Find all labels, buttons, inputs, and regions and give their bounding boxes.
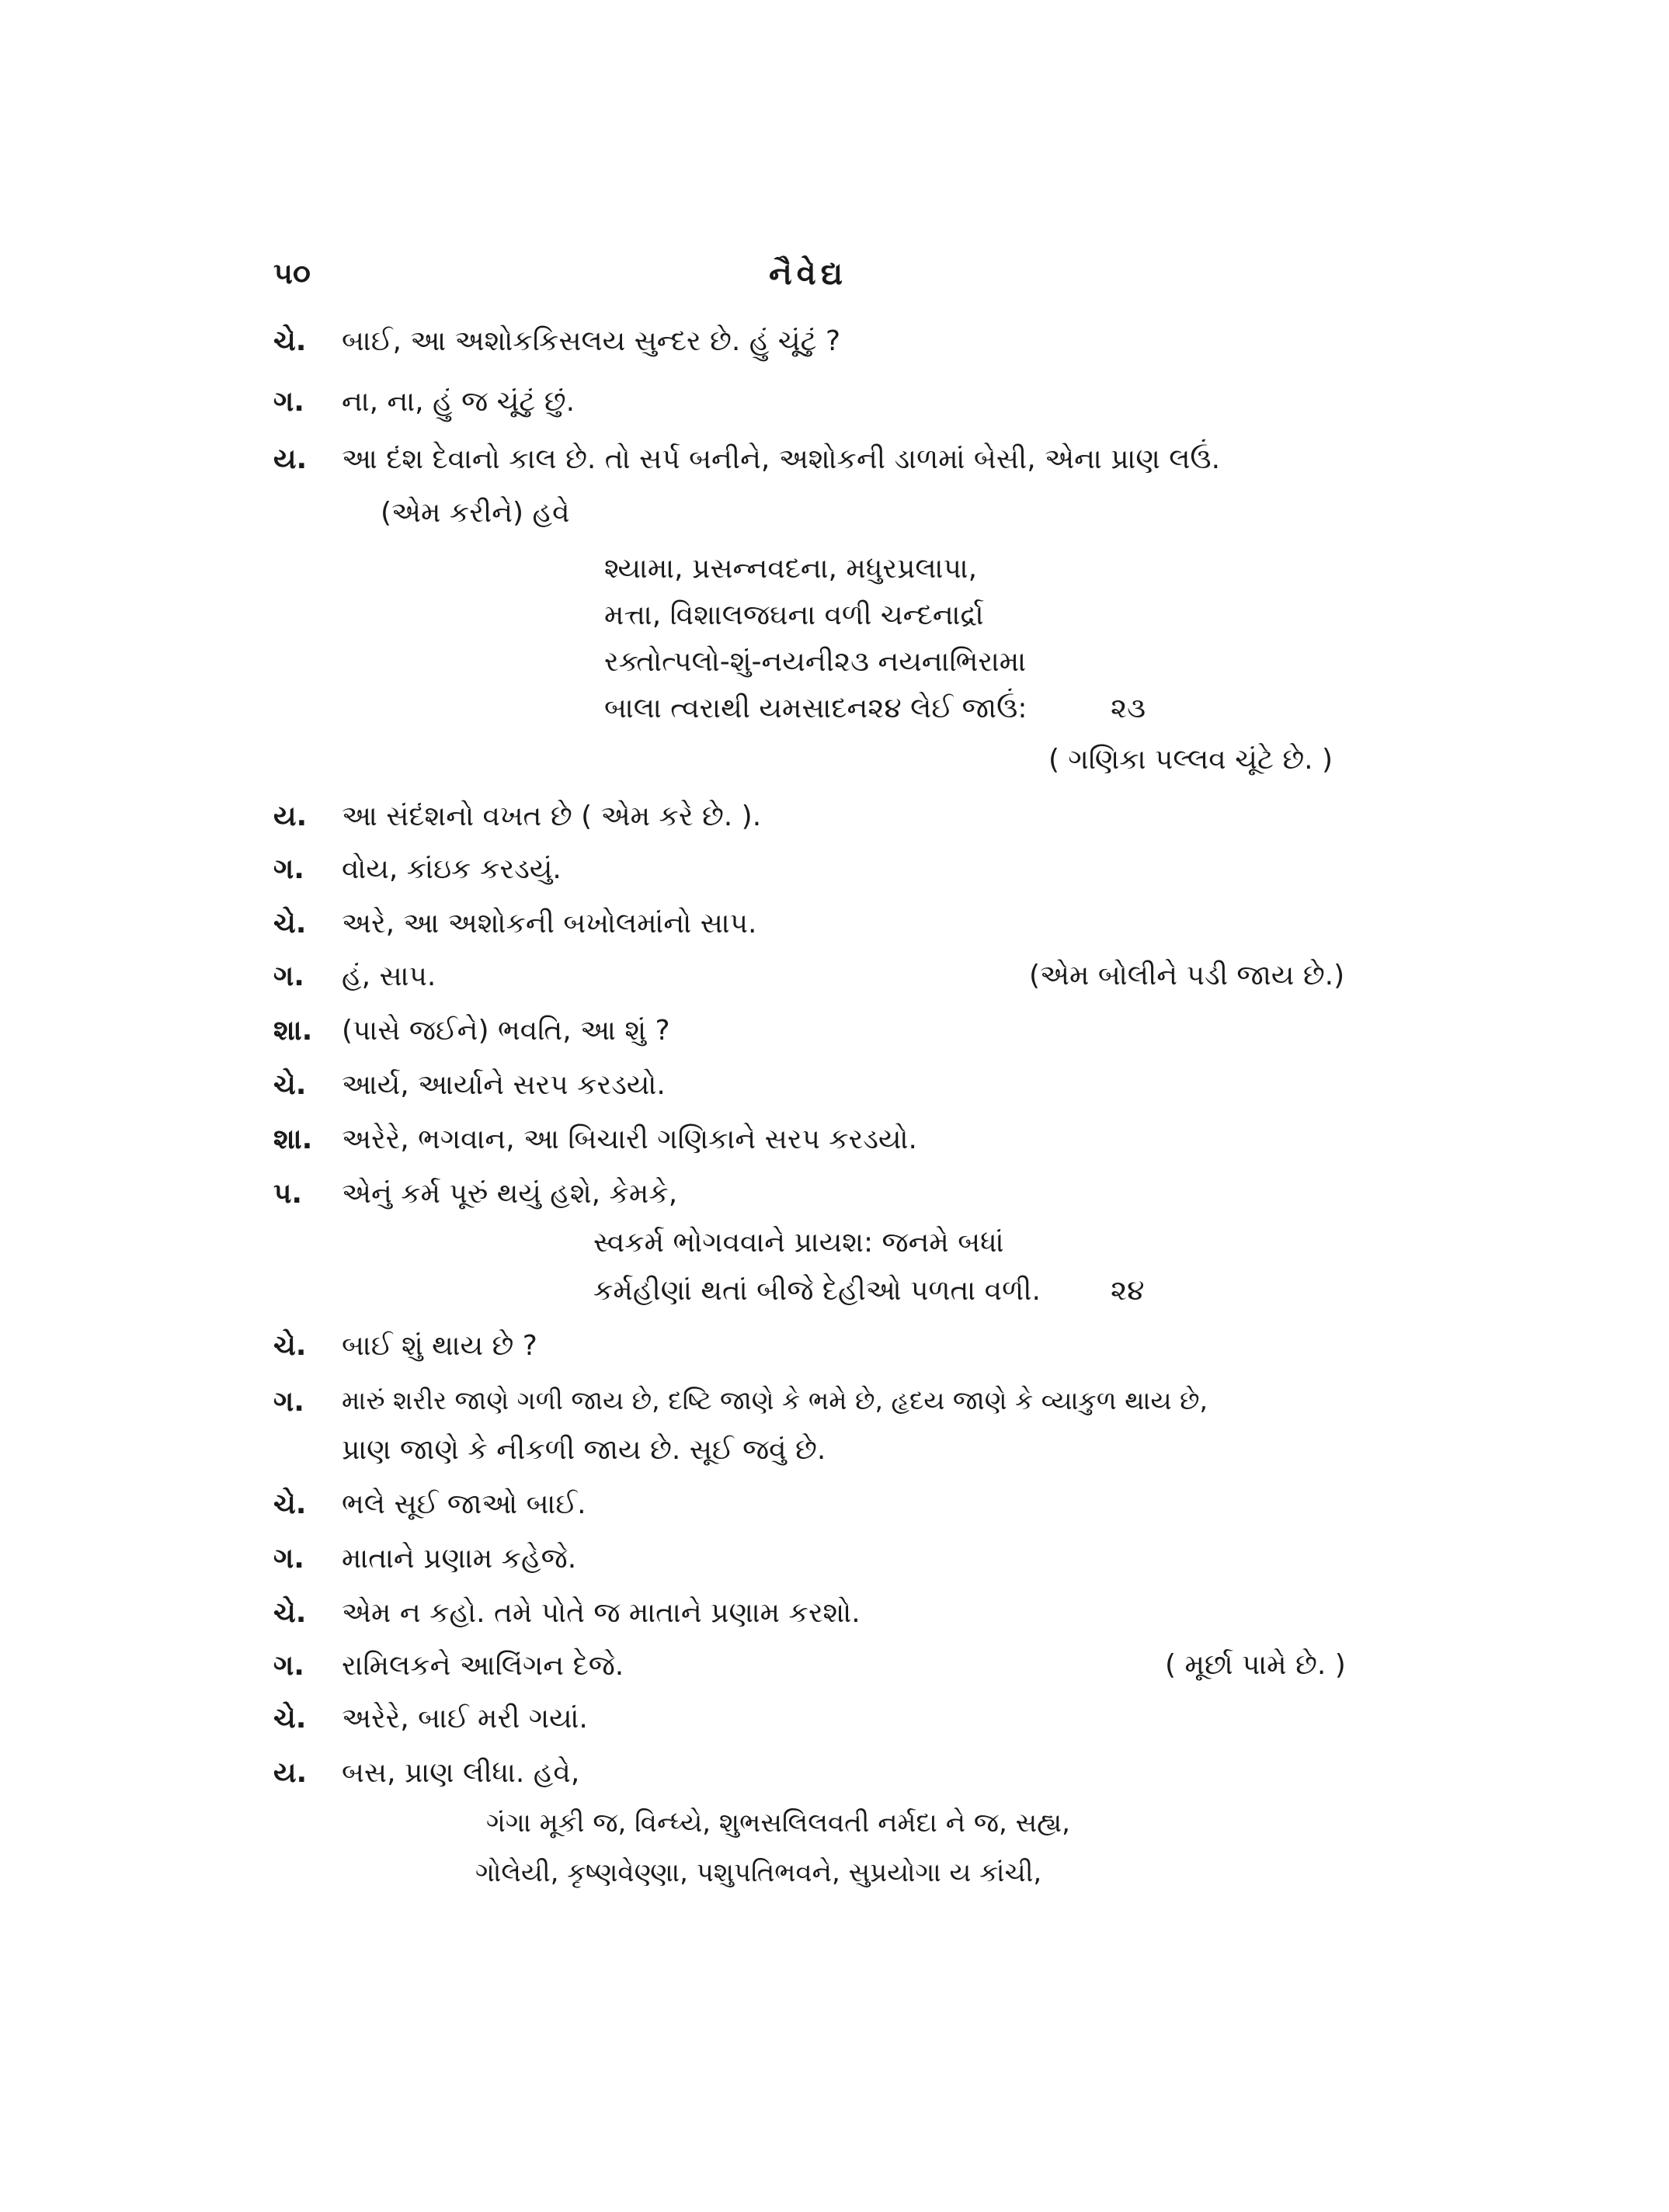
dialogue-text: મારું શરીર જાણે ગળી જાય છે, દષ્ટિ જાણે કે ભમે છે, હૃદય જાણે કે વ્યાકુળ થાય છે,	[342, 1385, 1208, 1415]
stage-direction: ( મૂર્છા પામે છે. )	[1165, 1649, 1346, 1681]
dialogue-text: એનું કર્મ પૂરું થયું હશે, કેમકે,	[342, 1178, 678, 1210]
speaker-label: ચે.	[273, 1488, 307, 1520]
dialogue-text: માતાને પ્રણામ કહેજે.	[342, 1543, 577, 1575]
speaker-label: ગ.	[273, 853, 304, 885]
dialogue-text: આર્ય, આર્યાને સરપ કરડયો.	[342, 1069, 666, 1101]
speaker-label: ચે.	[273, 1597, 307, 1629]
dialogue-text: અરે, આ અશોકની બખોલમાંનો સાપ.	[342, 908, 757, 939]
verse-number: ૨૪	[1111, 1275, 1145, 1307]
dialogue-text: બાઈ, આ અશોકકિસલય સુન્દર છે. હું ચૂંટું ?	[342, 325, 841, 357]
dialogue-text: ના, ના, હું જ ચૂંટું છું.	[342, 386, 575, 418]
page-number: ૫૦	[273, 256, 311, 290]
dialogue-text: અરેરે, ભગવાન, આ બિચારી ગણિકાને સરપ કરડયો.	[342, 1123, 917, 1155]
verse-line: શ્યામા, પ્રસન્નવદના, મધુરપ્રલાપા,	[604, 553, 978, 585]
dialogue-text: રામિલકને આલિંગન દેજે.	[342, 1650, 624, 1682]
verse-line: ગંગા મૂકી જ, વિન્ધ્યે, શુભસલિલવતી નર્મદા ને જ, સહ્ય,	[486, 1807, 1070, 1839]
dialogue-text: બાઈ શું થાય છે ?	[342, 1330, 537, 1362]
speaker-label: ગ.	[273, 960, 304, 992]
speaker-label: ચે.	[273, 1703, 307, 1735]
speaker-label: ચે.	[273, 325, 307, 357]
speaker-label: ય.	[273, 443, 308, 475]
speaker-label: ય.	[273, 800, 308, 832]
verse-line: સ્વકર્મ ભોગવવાને પ્રાયશ: જનમે બધાં	[593, 1227, 1004, 1259]
dialogue-text: હં, સાપ.	[342, 960, 436, 992]
verse-line: ગોલેયી, કૃષ્ણવેણ્ણા, પશુપતિભવને, સુપ્રયોગા ય કાંચી,	[475, 1857, 1042, 1888]
dialogue-text: એમ ન કહો. તમે પોતે જ માતાને પ્રણામ કરશો.	[342, 1597, 861, 1629]
verse-number: ૨૩	[1111, 693, 1146, 724]
stage-direction: (એમ બોલીને પડી જાય છે.)	[1029, 960, 1345, 991]
speaker-label: ગ.	[273, 386, 304, 418]
speaker-label: શા.	[273, 1123, 313, 1155]
verse-line: મત્તા, વિશાલજઘના વળી ચન્દનાર્દ્રા	[604, 599, 984, 631]
dialogue-text: આ સંદંશનો વખત છે ( એમ કરે છે. ).	[342, 800, 762, 832]
dialogue-text: વોય, કાંઇક કરડયું.	[342, 853, 562, 885]
speaker-label: ચે.	[273, 1330, 307, 1362]
stage-direction: (એમ કરીને) હવે	[381, 497, 570, 529]
running-title: નૈવેદ્ય	[769, 256, 848, 292]
speaker-label: ગ.	[273, 1386, 304, 1418]
dialogue-text: બસ, પ્રાણ લીધા. હવે,	[342, 1757, 580, 1789]
dialogue-text: પ્રાણ જાણે કે નીકળી જાય છે. સૂઈ જવું છે.	[342, 1434, 826, 1466]
speaker-label: પ.	[273, 1178, 303, 1210]
dialogue-text: ભલે સૂઈ જાઓ બાઈ.	[342, 1488, 586, 1520]
verse-line: બાલા ત્વરાથી યમસાદન૨૪ લેઈ જાઉં:	[604, 693, 1027, 724]
stage-direction: ( ગણિકા પલ્લવ ચૂંટે છે. )	[1048, 744, 1333, 776]
speaker-label: શા.	[273, 1015, 313, 1047]
dialogue-text: આ દંશ દેવાનો કાલ છે. તો સર્પ બનીને, અશોકની ડાળમાં બેસી, એના પ્રાણ લઉં.	[342, 443, 1221, 475]
speaker-label: ગ.	[273, 1543, 304, 1575]
verse-line: કર્મહીણાં થતાં બીજે દેહીઓ પળતા વળી.	[593, 1275, 1041, 1307]
speaker-label: ચે.	[273, 1069, 307, 1101]
dialogue-text: અરેરે, બાઈ મરી ગયાં.	[342, 1703, 588, 1735]
dialogue-text: (પાસે જઈને) ભવતિ, આ શું ?	[342, 1015, 670, 1047]
speaker-label: ય.	[273, 1757, 308, 1789]
speaker-label: ચે.	[273, 908, 307, 939]
verse-line: રક્તોત્પલો-શું-નયની૨૩ નયનાભિરામા	[604, 646, 1027, 678]
speaker-label: ગ.	[273, 1650, 304, 1682]
